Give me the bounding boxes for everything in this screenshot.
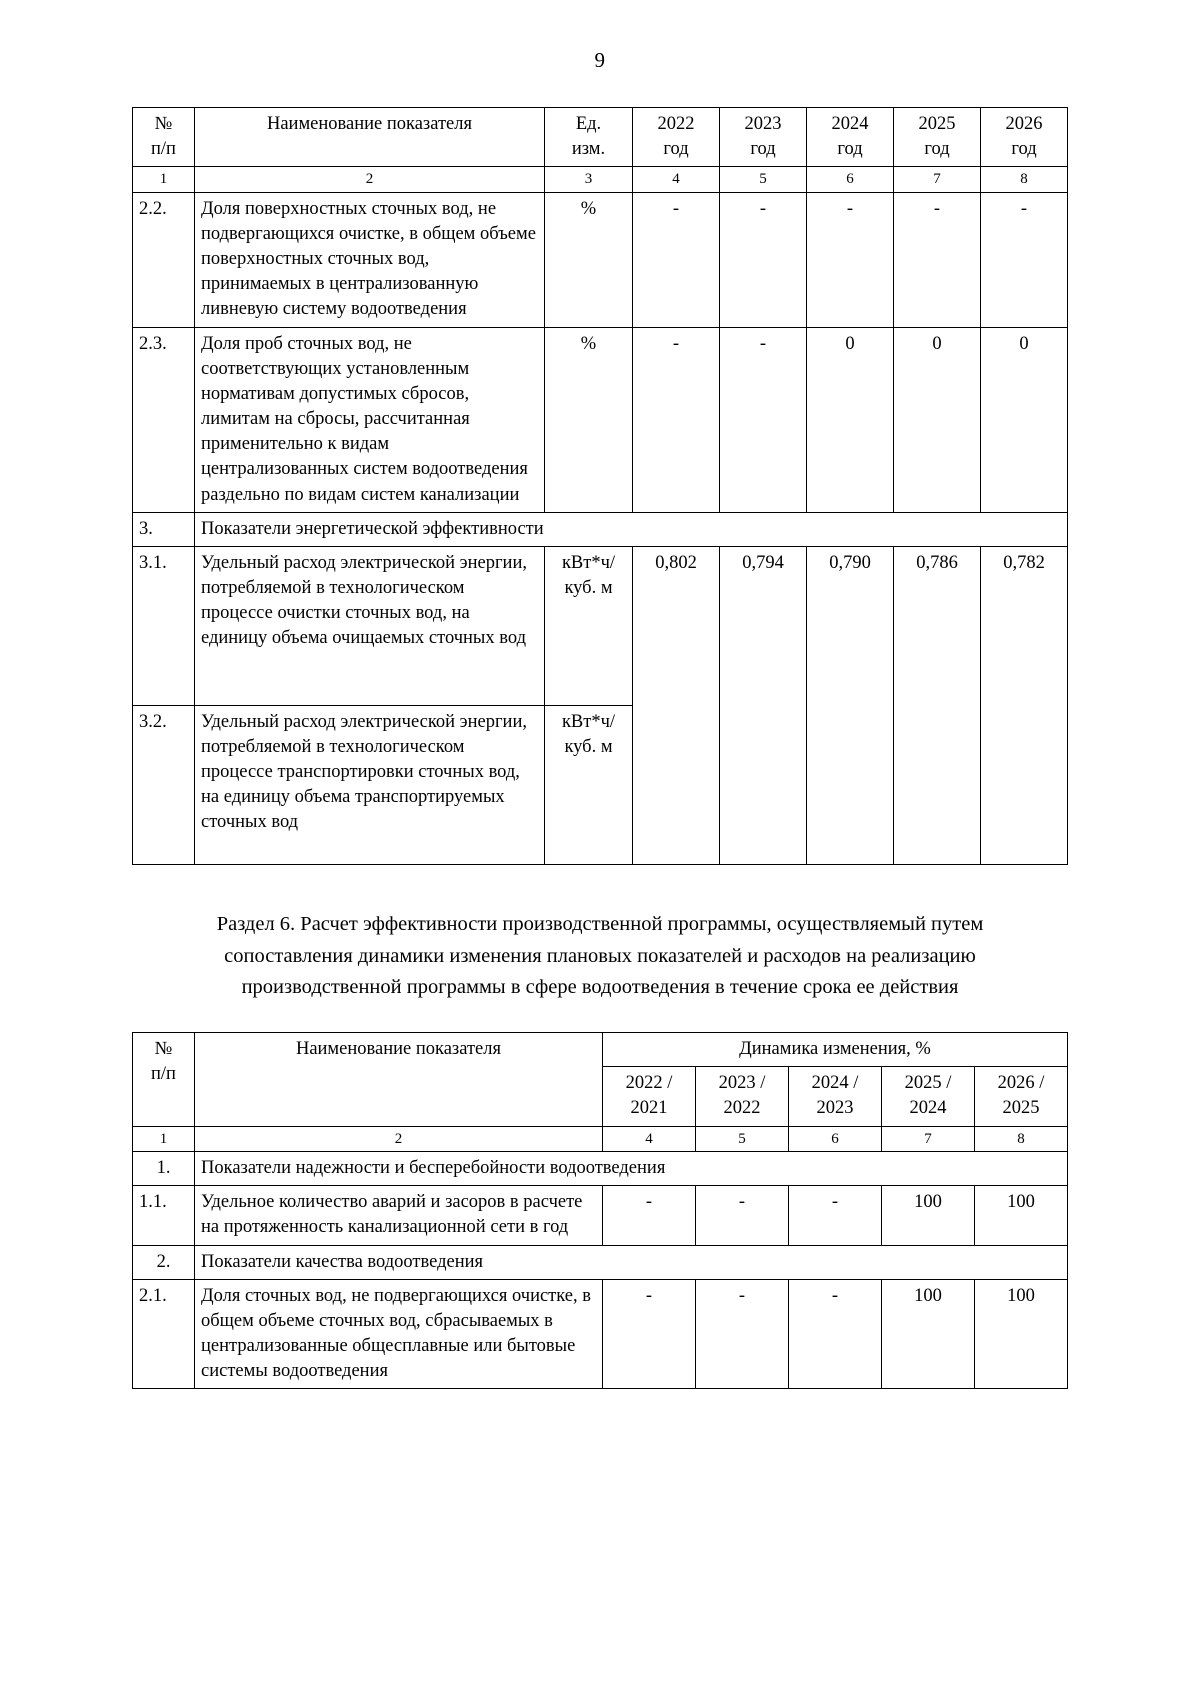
- row-name: Доля поверхностных сточных вод, не подвергающихся очистке, в общем объеме поверхностных сточных вод, принимаемых в централизованную ливневую систему водоотведения: [195, 192, 545, 327]
- header-dynamics: Динамика изменения, %: [602, 1033, 1067, 1067]
- period-line1: 2026 /: [997, 1073, 1045, 1094]
- period-line1: 2022 /: [625, 1073, 673, 1094]
- row-value-2022-2021: -: [602, 1279, 695, 1389]
- header-year-value: 2026: [1005, 114, 1043, 134]
- row-name: Доля сточных вод, не подвергающихся очистке, в общем объеме сточных вод, сбрасываемых в централизованные общесплавные или бытовые системы водоотведения: [195, 1279, 603, 1389]
- unit-line1: кВт*ч/: [561, 711, 616, 732]
- table-row: [133, 327, 1068, 512]
- header-year-2023: [720, 108, 807, 167]
- header-year-label: год: [663, 139, 689, 160]
- row-value-2023: -: [720, 327, 807, 512]
- section-number: 2.: [133, 1245, 195, 1279]
- section-heading-line2: сопоставления динамики изменения плановых показателей и расходов на реализацию: [224, 944, 976, 967]
- row-value-2025: 0: [894, 327, 981, 512]
- row-name: Удельный расход электрической энергии, потребляемой в технологическом процессе транспортировки сточных вод, на единицу объема транспортируемых сточных вод: [195, 705, 545, 864]
- colnum-7: 7: [881, 1126, 974, 1152]
- header-period-2023-2022: [695, 1067, 788, 1126]
- row-value-2024: 0: [807, 327, 894, 512]
- period-line1: 2025 /: [904, 1073, 952, 1094]
- header-year-2022: [633, 108, 720, 167]
- row-number: 2.1.: [133, 1279, 195, 1389]
- colnum-4: 4: [633, 167, 720, 193]
- dynamics-section-row: [133, 1152, 1068, 1186]
- row-value-2026-2025: 100: [974, 1186, 1067, 1245]
- period-line2: 2024: [909, 1098, 947, 1119]
- row-value-2023-2022: -: [695, 1279, 788, 1389]
- header-num-line1: №: [154, 114, 173, 134]
- table-row: [133, 1279, 1068, 1389]
- colnum-6: 6: [788, 1126, 881, 1152]
- colnum-2: 2: [195, 167, 545, 193]
- row-number: 3.1.: [133, 546, 195, 705]
- colnum-7: 7: [894, 167, 981, 193]
- row-number: 2.3.: [133, 327, 195, 512]
- header-name: Наименование показателя: [195, 108, 545, 167]
- row-number: 2.2.: [133, 192, 195, 327]
- header-year-2026: [981, 108, 1068, 167]
- column-number-row: [133, 1126, 1068, 1152]
- row-number: 3.2.: [133, 705, 195, 864]
- row-unit: %: [545, 327, 633, 512]
- unit-line2: куб. м: [564, 578, 613, 598]
- section-heading-line3: производственной программы в сфере водоотведения в течение срока ее действия: [241, 976, 959, 999]
- colnum-1: 1: [133, 1126, 195, 1152]
- header-period-2024-2023: [788, 1067, 881, 1126]
- indicators-table: [132, 107, 1068, 865]
- header-num-line2: п/п: [151, 139, 176, 160]
- header-period-2022-2021: [602, 1067, 695, 1126]
- row-value-2025-2024: 100: [881, 1186, 974, 1245]
- row-name: Доля проб сточных вод, не соответствующих установленным нормативам допустимых сбросов, лимитам на сбросы, рассчитанная применительно к видам централизованных систем водоотведения раздельно по видам систем канализации: [195, 327, 545, 512]
- column-number-row: [133, 167, 1068, 193]
- row-value-2024-2023: -: [788, 1186, 881, 1245]
- row-value-2024-2023: -: [788, 1279, 881, 1389]
- header-year-value: 2025: [918, 114, 956, 134]
- colnum-2: 2: [195, 1126, 603, 1152]
- table-row: [133, 1186, 1068, 1245]
- header-period-2025-2024: [881, 1067, 974, 1126]
- header-num: [133, 108, 195, 167]
- row-name: Удельный расход электрической энергии, потребляемой в технологическом процессе очистки сточных вод, на единицу объема очищаемых сточных вод: [195, 546, 545, 705]
- header-period-2026-2025: [974, 1067, 1067, 1126]
- period-line2: 2021: [630, 1098, 668, 1119]
- energy-value-2024: 0,790: [807, 546, 894, 864]
- row-value-2023-2022: -: [695, 1186, 788, 1245]
- page-number: 9: [594, 48, 606, 72]
- colnum-5: 5: [695, 1126, 788, 1152]
- dynamics-header-row-1: [133, 1033, 1068, 1067]
- section-number: 1.: [133, 1152, 195, 1186]
- energy-value-2025: 0,786: [894, 546, 981, 864]
- colnum-8: 8: [974, 1126, 1067, 1152]
- dynamics-table: [132, 1032, 1068, 1389]
- header-unit-line2: изм.: [571, 139, 606, 160]
- section-label: Показатели энергетической эффективности: [195, 512, 1068, 546]
- energy-value-2026: 0,782: [981, 546, 1068, 864]
- unit-line1: кВт*ч/: [561, 552, 616, 573]
- row-value-2026: 0: [981, 327, 1068, 512]
- section-heading-line1: Раздел 6. Расчет эффективности производственной программы, осуществляемый путем: [216, 912, 984, 935]
- row-value-2022-2021: -: [602, 1186, 695, 1245]
- table-row: [133, 192, 1068, 327]
- period-line1: 2023 /: [718, 1073, 766, 1094]
- row-value-2026: -: [981, 192, 1068, 327]
- colnum-1: 1: [133, 167, 195, 193]
- section-label: Показатели качества водоотведения: [195, 1245, 1068, 1279]
- colnum-4: 4: [602, 1126, 695, 1152]
- row-unit: [545, 546, 633, 705]
- row-unit: [545, 705, 633, 864]
- colnum-8: 8: [981, 167, 1068, 193]
- section-number: 3.: [133, 512, 195, 546]
- colnum-5: 5: [720, 167, 807, 193]
- header-name: Наименование показателя: [195, 1033, 603, 1126]
- period-line2: 2022: [723, 1098, 761, 1119]
- period-line2: 2025: [1002, 1098, 1040, 1119]
- header-num-line1: №: [154, 1039, 173, 1060]
- row-value-2022: -: [633, 327, 720, 512]
- row-value-2022: -: [633, 192, 720, 327]
- table-header-row: [133, 108, 1068, 167]
- row-unit: %: [545, 192, 633, 327]
- row-value-2024: -: [807, 192, 894, 327]
- section-label: Показатели надежности и бесперебойности водоотведения: [195, 1152, 1068, 1186]
- header-num-line2: п/п: [151, 1064, 176, 1085]
- header-year-label: год: [837, 139, 863, 160]
- period-line1: 2024 /: [811, 1073, 859, 1094]
- header-year-value: 2022: [657, 114, 695, 134]
- colnum-3: 3: [545, 167, 633, 193]
- header-year-label: год: [1011, 139, 1037, 160]
- header-year-value: 2023: [744, 114, 782, 134]
- row-value-2026-2025: 100: [974, 1279, 1067, 1389]
- table-row: [133, 546, 1068, 705]
- row-value-2023: -: [720, 192, 807, 327]
- header-year-value: 2024: [831, 114, 869, 134]
- row-number: 1.1.: [133, 1186, 195, 1245]
- section-heading: [132, 909, 1068, 1004]
- header-year-2024: [807, 108, 894, 167]
- unit-line2: куб. м: [564, 737, 613, 757]
- dynamics-section-row: [133, 1245, 1068, 1279]
- header-year-2025: [894, 108, 981, 167]
- header-unit: [545, 108, 633, 167]
- energy-value-2023: 0,794: [720, 546, 807, 864]
- header-num: [133, 1033, 195, 1126]
- section-row-3: [133, 512, 1068, 546]
- row-name: Удельное количество аварий и засоров в расчете на протяженность канализационной сети в год: [195, 1186, 603, 1245]
- row-value-2025: -: [894, 192, 981, 327]
- header-year-label: год: [750, 139, 776, 160]
- energy-value-2022: 0,802: [633, 546, 720, 864]
- row-value-2025-2024: 100: [881, 1279, 974, 1389]
- header-unit-line1: Ед.: [575, 114, 602, 134]
- colnum-6: 6: [807, 167, 894, 193]
- period-line2: 2023: [816, 1098, 854, 1119]
- header-year-label: год: [924, 139, 950, 160]
